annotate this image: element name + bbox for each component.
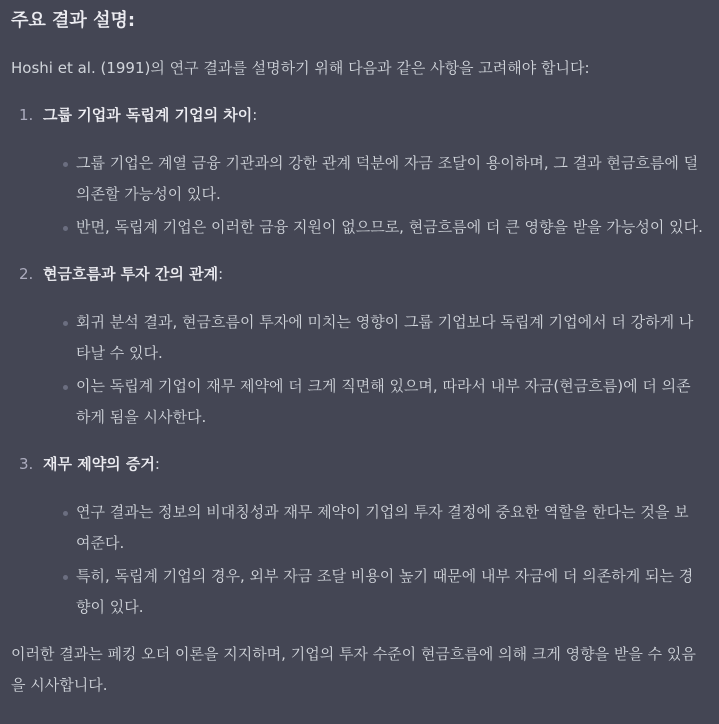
conclusion-paragraph: 이러한 결과는 페킹 오더 이론을 지지하며, 기업의 투자 수준이 현금흐름에 의해 크게 영향을 받을 수 있음을 시사합니다.	[11, 645, 696, 694]
list-number: 3.	[19, 455, 34, 473]
intro-paragraph: Hoshi et al. (1991)의 연구 결과를 설명하기 위해 다음과 같은 사항을 고려해야 합니다:	[11, 59, 590, 77]
list-number: 1.	[19, 106, 34, 124]
title-colon: :	[218, 265, 224, 283]
bullet-item	[43, 307, 711, 369]
bullet-dot-icon	[63, 575, 68, 580]
bullet-text: 특히, 독립계 기업의 경우, 외부 자금 조달 비용이 높기 때문에 내부 자금에 더 의존하게 되는 경향이 있다.	[76, 567, 694, 616]
list-number: 2.	[19, 265, 34, 283]
bullet-text: 이는 독립계 기업이 재무 제약에 더 크게 직면해 있으며, 따라서 내부 자금(현금흐름)에 더 의존하게 됨을 시사한다.	[76, 377, 691, 426]
bullet-dot-icon	[63, 226, 68, 231]
finding-title: 현금흐름과 투자 간의 관계	[43, 265, 219, 283]
title-colon: :	[252, 106, 258, 124]
finding-item	[11, 100, 711, 243]
bullet-dot-icon	[63, 385, 68, 390]
finding-item	[11, 449, 711, 623]
bullet-list	[43, 148, 711, 243]
bullet-text: 회귀 분석 결과, 현금흐름이 투자에 미치는 영향이 그룹 기업보다 독립계 기업에서 더 강하게 나타날 수 있다.	[76, 313, 694, 362]
finding-item	[11, 259, 711, 433]
bullet-dot-icon	[63, 321, 68, 326]
bullet-item	[43, 371, 711, 433]
results-heading: 주요 결과 설명:	[11, 10, 136, 31]
finding-title: 재무 제약의 증거	[43, 455, 155, 473]
title-colon: :	[154, 455, 160, 473]
bullet-item	[43, 561, 711, 623]
bullet-item	[43, 212, 711, 243]
bullet-text: 연구 결과는 정보의 비대칭성과 재무 제약이 기업의 투자 결정에 중요한 역할을 한다는 것을 보여준다.	[76, 503, 689, 552]
bullet-dot-icon	[63, 162, 68, 167]
bullet-text: 반면, 독립계 기업은 이러한 금융 지원이 없으므로, 현금흐름에 더 큰 영향을 받을 가능성이 있다.	[76, 218, 703, 236]
bullet-text: 그룹 기업은 계열 금융 기관과의 강한 관계 덕분에 자금 조달이 용이하며, 그 결과 현금흐름에 덜 의존할 가능성이 있다.	[76, 154, 699, 203]
bullet-dot-icon	[63, 511, 68, 516]
bullet-list	[43, 307, 711, 433]
bullet-item	[43, 497, 711, 559]
bullet-item	[43, 148, 711, 210]
findings-list	[11, 100, 711, 623]
bullet-list	[43, 497, 711, 623]
finding-title: 그룹 기업과 독립계 기업의 차이	[43, 106, 253, 124]
